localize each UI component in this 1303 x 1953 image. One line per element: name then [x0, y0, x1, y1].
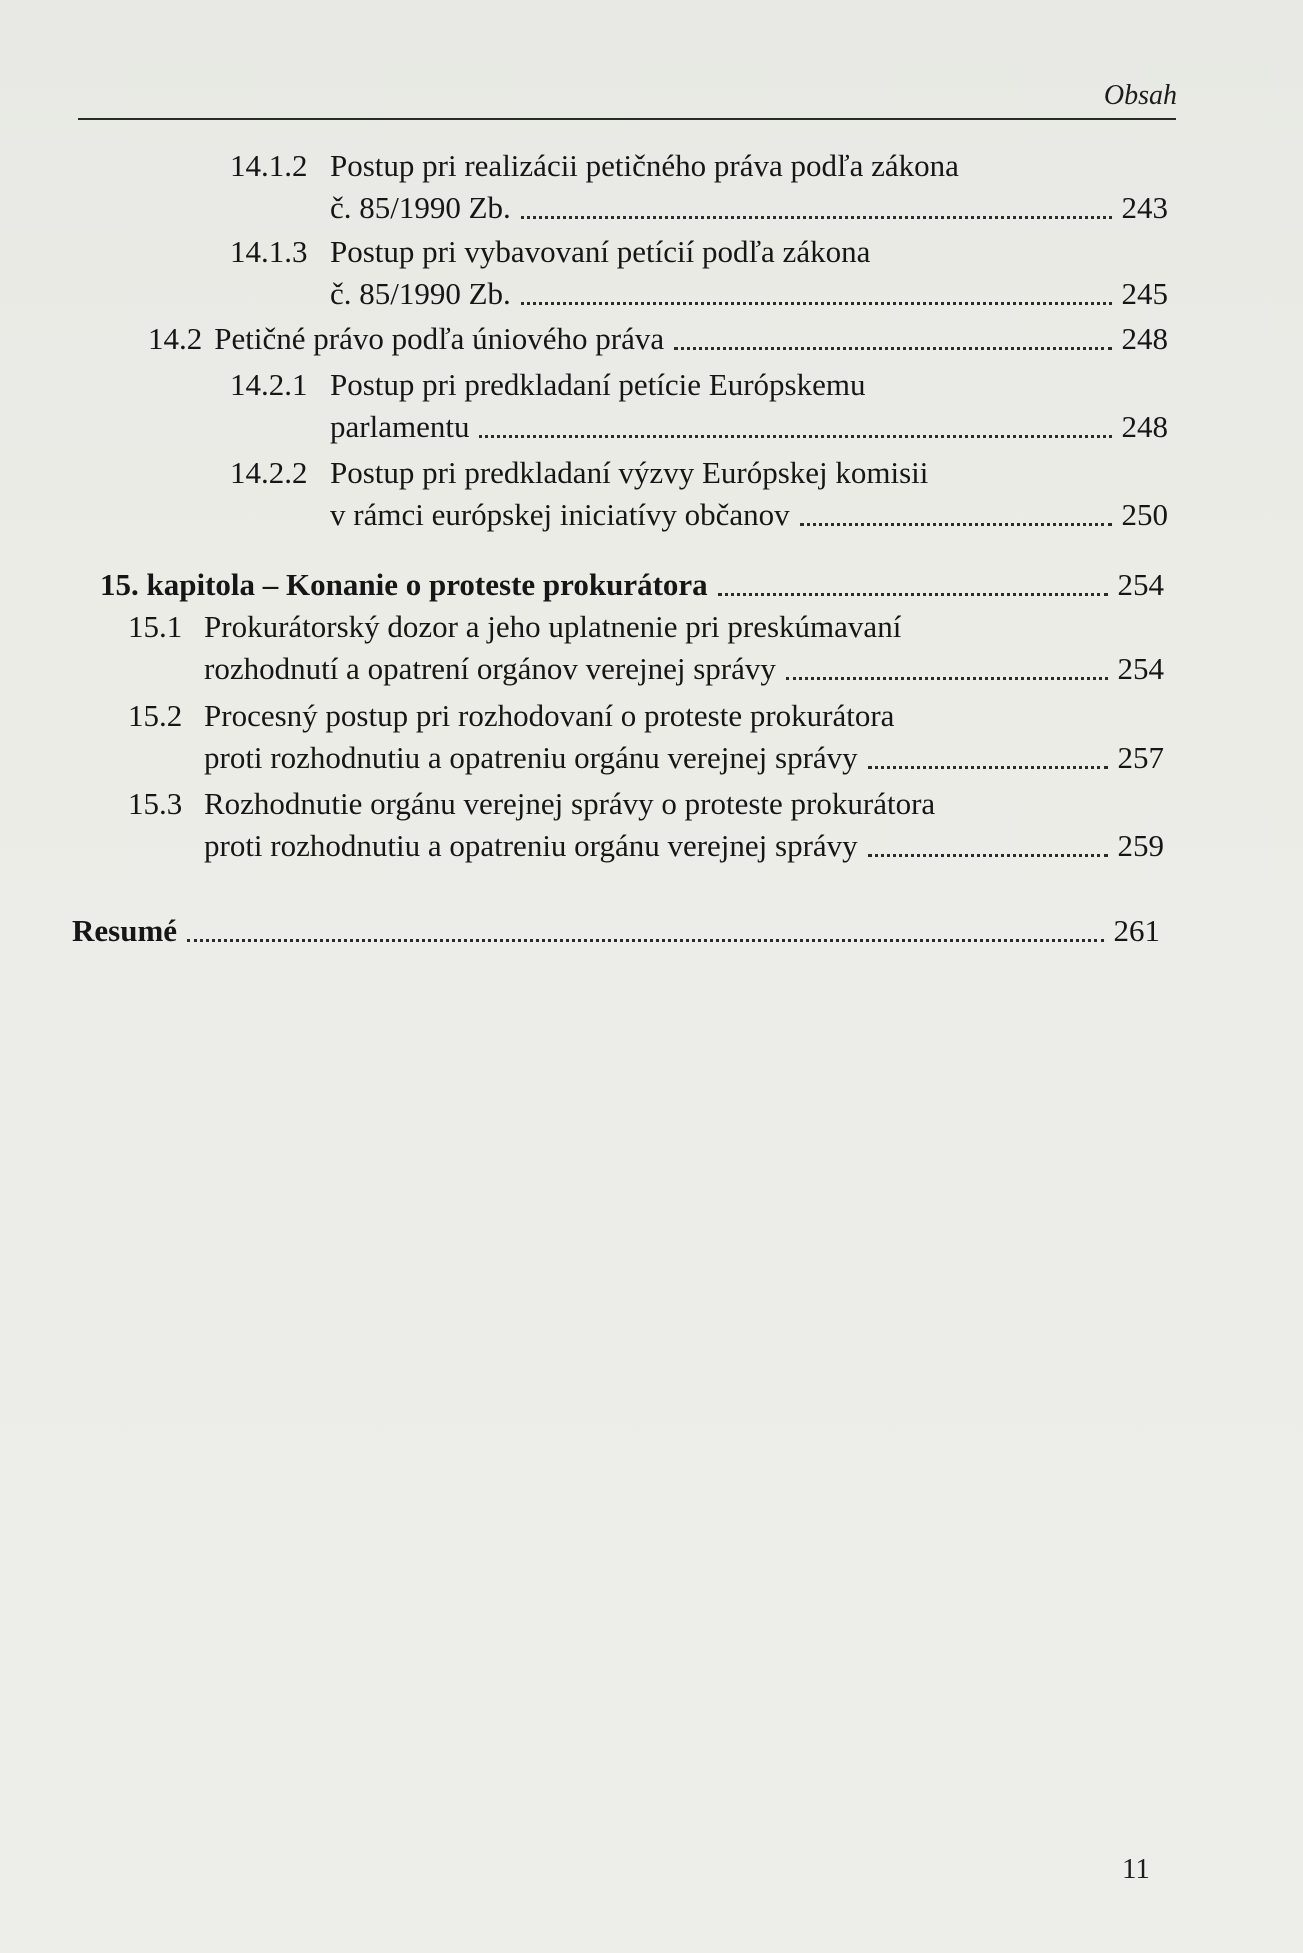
toc-entry-last-line [72, 910, 1160, 952]
toc-page-number: 248 [1121, 321, 1168, 356]
toc-entry-number: 14.1.2 [230, 148, 308, 183]
toc-entry-title: proti rozhodnutiu a opatreniu orgánu verejnej správy [204, 740, 858, 775]
toc-entry-title: Postup pri realizácii petičného práva podľa zákona [330, 148, 959, 183]
toc-entry [128, 606, 1164, 690]
toc-entry [128, 783, 1164, 867]
dot-leader [674, 339, 1111, 350]
toc-entry-title: v rámci európskej iniciatívy občanov [330, 497, 790, 532]
running-header: Obsah [1103, 80, 1177, 111]
toc-entry-title: parlamentu [330, 409, 470, 444]
dot-leader [479, 427, 1111, 438]
toc-entry-number: 15.1 [128, 609, 183, 644]
toc-page-number: 248 [1121, 409, 1168, 444]
toc-entry-last-line [204, 648, 1164, 690]
toc-entry-number: 14.2.2 [230, 455, 308, 490]
dot-leader [521, 208, 1112, 219]
toc-entry-title: Postup pri vybavovaní petícií podľa zákona [330, 234, 871, 269]
toc-page-number: 259 [1117, 828, 1164, 863]
page-number: 11 [1122, 1853, 1150, 1885]
toc-entry-title: Procesný postup pri rozhodovaní o proteste prokurátora [204, 698, 895, 733]
toc-entry-last-line [204, 825, 1164, 867]
toc-page-number: 261 [1113, 913, 1160, 948]
toc-entry-number: 14.2.1 [230, 367, 308, 402]
toc-entry-title: rozhodnutí a opatrení orgánov verejnej správy [204, 651, 776, 686]
toc-entry-title: Postup pri predkladaní výzvy Európskej komisii [330, 455, 929, 490]
toc-entry-last-line [100, 564, 1164, 606]
toc-page-number: 250 [1121, 497, 1168, 532]
dot-leader [718, 585, 1108, 596]
toc-entry-last-line [330, 187, 1168, 229]
toc-page-number: 254 [1117, 651, 1164, 686]
toc-page-number: 254 [1117, 567, 1164, 602]
toc-entry-title: Petičné právo podľa úniového práva [214, 321, 665, 356]
toc-chapter-entry [100, 564, 1164, 606]
toc-entry-number: 15.3 [128, 786, 183, 821]
chapter-title: Resumé [72, 913, 178, 948]
header-rule [78, 118, 1176, 120]
dot-leader [800, 515, 1112, 526]
toc-entry-title: Rozhodnutie orgánu verejnej správy o proteste prokurátora [204, 786, 936, 821]
toc-entry-last-line [148, 318, 1168, 360]
dot-leader [868, 846, 1108, 857]
dot-leader [868, 758, 1108, 769]
toc-entry-number: 15.2 [128, 698, 183, 733]
dot-leader [521, 294, 1112, 305]
toc-entry-title: č. 85/1990 Zb. [330, 190, 511, 225]
toc-entry-number: 14.1.3 [230, 234, 308, 269]
toc-page-number: 257 [1117, 740, 1164, 775]
dot-leader [187, 931, 1103, 942]
toc-entry-last-line [330, 494, 1168, 536]
toc-entry-number: 14.2 [148, 321, 203, 356]
toc-entry [230, 364, 1168, 448]
toc-entry [230, 145, 1168, 229]
toc-entry [148, 318, 1168, 360]
toc-page-number: 243 [1121, 190, 1168, 225]
toc-entry-last-line [204, 737, 1164, 779]
toc-chapter-entry [72, 910, 1160, 952]
toc-page-number: 245 [1121, 276, 1168, 311]
toc-entry-title: Postup pri predkladaní petície Európskemu [330, 367, 866, 402]
dot-leader [786, 669, 1108, 680]
toc-entry-last-line [330, 273, 1168, 315]
toc-entry [128, 695, 1164, 779]
toc-entry-title: č. 85/1990 Zb. [330, 276, 511, 311]
toc-entry-title: Prokurátorský dozor a jeho uplatnenie pri preskúmavaní [204, 609, 902, 644]
chapter-title: 15. kapitola – Konanie o proteste prokurátora [100, 567, 708, 602]
toc-entry [230, 231, 1168, 315]
toc-entry-title: proti rozhodnutiu a opatreniu orgánu verejnej správy [204, 828, 858, 863]
toc-entry [230, 452, 1168, 536]
toc-entry-last-line [330, 406, 1168, 448]
